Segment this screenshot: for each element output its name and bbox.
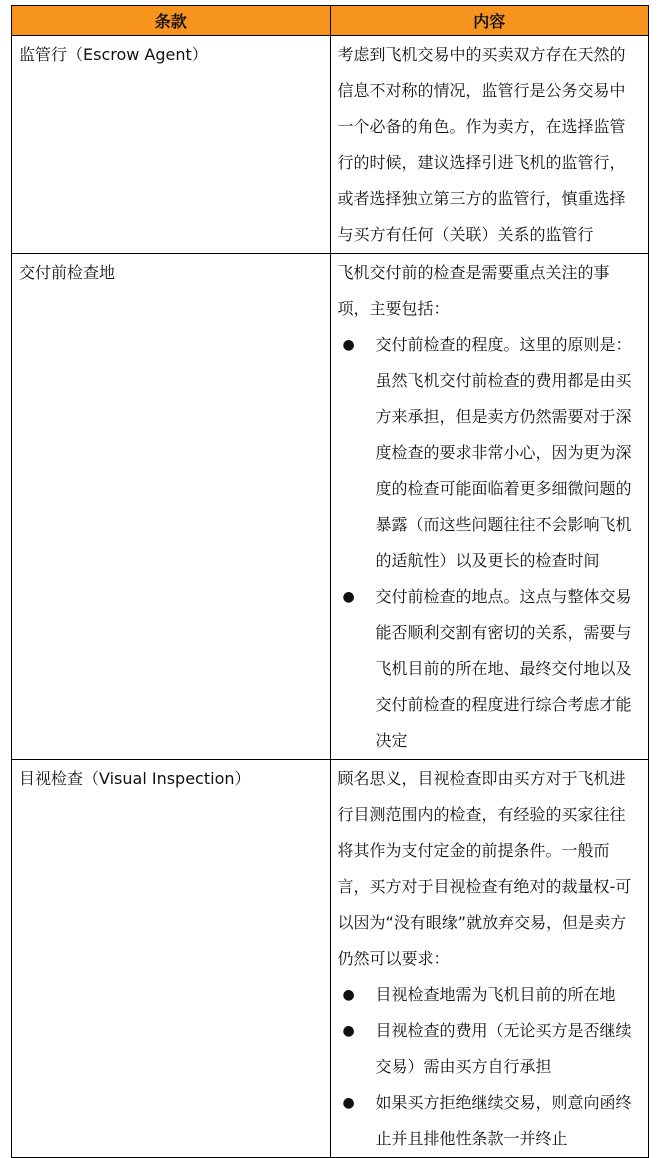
content-cell bbox=[330, 760, 649, 1158]
content-cell bbox=[330, 36, 649, 254]
bullet-icon: ● bbox=[342, 589, 355, 605]
list-item bbox=[338, 327, 642, 579]
list-item-text: 如果买方拒绝继续交易，则意向函终止并且排他性条款一并终止 bbox=[375, 1093, 632, 1148]
list-item bbox=[338, 977, 642, 1013]
content-paragraph: 顾名思义，目视检查即由买方对于飞机进行目测范围内的检查，有经验的买家往往将其作为支付定金的前提条件。一般而言，买方对于目视检查有绝对的裁量权-可以因为“没有眼缘”就放弃交易，但是卖方仍然可以要求： bbox=[337, 769, 632, 968]
content-paragraph: 飞机交付前的检查是需要重点关注的事项，主要包括： bbox=[337, 263, 610, 318]
bullet-list bbox=[338, 327, 642, 759]
bullet-icon: ● bbox=[342, 1095, 355, 1111]
content-cell bbox=[330, 254, 649, 760]
table-row bbox=[12, 36, 649, 254]
term-cell: 目视检查（Visual Inspection） bbox=[12, 760, 331, 1158]
bullet-list bbox=[338, 977, 642, 1157]
term-cell: 交付前检查地 bbox=[12, 254, 331, 760]
bullet-icon: ● bbox=[342, 337, 355, 353]
terms-table bbox=[11, 5, 649, 1158]
content-paragraph: 考虑到飞机交易中的买卖双方存在天然的信息不对称的情况，监管行是公务交易中一个必备的角色。作为卖方，在选择监管行的时候，建议选择引进飞机的监管行，或者选择独立第三方的监管行，慎重选择与买方有任何（关联）关系的监管行 bbox=[337, 45, 626, 244]
list-item-text: 目视检查地需为飞机目前的所在地 bbox=[375, 985, 616, 1004]
table-row bbox=[12, 254, 649, 760]
list-item-text: 交付前检查的地点。这点与整体交易能否顺利交割有密切的关系，需要与飞机目前的所在地、最终交付地以及交付前检查的程度进行综合考虑才能决定 bbox=[375, 587, 632, 750]
table-row bbox=[12, 760, 649, 1158]
header-row bbox=[12, 6, 649, 36]
list-item bbox=[338, 1013, 642, 1085]
term-cell: 监管行（Escrow Agent） bbox=[12, 36, 331, 254]
list-item bbox=[338, 1085, 642, 1157]
list-item-text: 交付前检查的程度。这里的原则是：虽然飞机交付前检查的费用都是由买方来承担，但是卖方仍然需要对于深度检查的要求非常小心，因为更为深度的检查可能面临着更多细微问题的暴露（而这些问题往往不会影响飞机的适航性）以及更长的检查时间 bbox=[375, 335, 632, 570]
bullet-icon: ● bbox=[342, 987, 355, 1003]
list-item-text: 目视检查的费用（无论买方是否继续交易）需由买方自行承担 bbox=[375, 1021, 632, 1076]
header-term: 条款 bbox=[12, 6, 331, 36]
list-item bbox=[338, 579, 642, 759]
header-content: 内容 bbox=[330, 6, 649, 36]
bullet-icon: ● bbox=[342, 1023, 355, 1039]
